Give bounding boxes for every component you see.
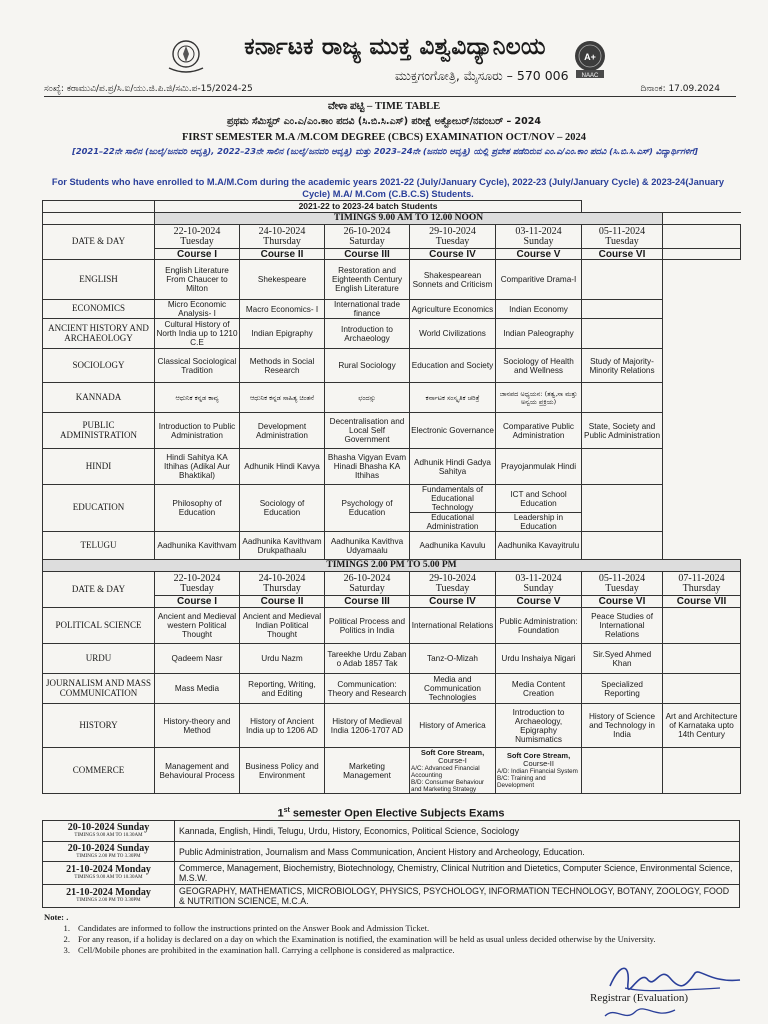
subject-name: URDU: [43, 644, 155, 674]
course-cell: History of Medieval India 1206-1707 AD: [325, 704, 410, 748]
subject-row: [43, 413, 741, 449]
course-cell: Classical Sociological Tradition: [155, 349, 240, 383]
course-label: Course III: [325, 596, 410, 608]
empty-cell: [663, 413, 741, 449]
subject-name: SOCIOLOGY: [43, 349, 155, 383]
batch-row: [43, 201, 741, 213]
day-text: Thursday: [263, 582, 301, 594]
batch-label: 2021-22 to 2023-24 batch Students: [155, 201, 582, 213]
course-cell: Aadhunika Kavithvam Drukpathaalu: [240, 532, 325, 560]
exam-date: [240, 225, 325, 249]
table-corner: [43, 213, 155, 225]
course-cell: Mass Media: [155, 674, 240, 704]
note-item: [44, 934, 734, 945]
date-day-label: DATE & DAY: [43, 225, 155, 260]
exam-date: [155, 225, 240, 249]
day-text: Tuesday: [180, 582, 214, 594]
soft-core-cell: [410, 748, 496, 794]
empty-cell: [663, 532, 741, 560]
empty-cell: [663, 319, 741, 349]
oe-time-text: TIMINGS 2.00 PM TO 3.30PM: [76, 898, 141, 903]
date-text: 22-10-2024: [173, 572, 221, 584]
course-cell: Education and Society: [410, 349, 496, 383]
course-cell: Urdu Nazm: [240, 644, 325, 674]
course-cell: [582, 383, 663, 413]
course-cell: Sir.Syed Ahmed Khan: [582, 644, 663, 674]
subject-row: [43, 319, 741, 349]
date-row: [43, 225, 741, 249]
course-cell: Shakespearean Sonnets and Criticism: [410, 260, 496, 300]
date-text: 03-11-2024: [515, 225, 562, 237]
subject-row: [43, 748, 741, 794]
course-cell: Adhunik Hindi Gadya Sahitya: [410, 449, 496, 485]
empty-cell: [663, 225, 741, 249]
course-cell: Restoration and Eighteenth Century English Literature: [325, 260, 410, 300]
course-cell: [582, 485, 663, 532]
course-cell: [663, 674, 741, 704]
notes: [44, 912, 734, 956]
cycles-note-english: For Students who have enrolled to M.A/M.Com during the academic years 2021-22 (July/January Cycle), 2022-23 (July/January Cycle) & 2023-24(January Cycle) M.A/ M.Com (C.B.C.S) Students.: [51, 177, 725, 199]
course-cell: Political Process and Politics in India: [325, 608, 410, 644]
course-cell: History of America: [410, 704, 496, 748]
oe-date-text: 20-10-2024 Sunday: [67, 822, 150, 833]
course-label: Course I: [155, 249, 240, 260]
course-cell: Micro Economic Analysis- I: [155, 300, 240, 319]
issue-date: ದಿನಾಂಕ: 17.09.2024: [640, 84, 720, 94]
date-day-label: DATE & DAY: [43, 572, 155, 608]
open-elective-row: [43, 885, 740, 908]
table-corner: [43, 201, 155, 213]
date-text: 07-11-2024: [678, 572, 725, 584]
course-cell: English Literature From Chaucer to Milton: [155, 260, 240, 300]
day-text: Tuesday: [435, 582, 470, 594]
soft-core-cell: [496, 748, 582, 794]
course-cell: ಕರ್ನಾಟಕ ಸಂಸ್ಕೃತಿಕ ಚರಿತ್ರೆ: [410, 383, 496, 413]
exam-title-kannada: ಪ್ರಥಮ ಸೆಮಿಸ್ಟರ್ ಎಂ.ಎ/ಎಂ.ಕಾಂ ಪದವಿ (ಸಿ.ಬಿ.ಸಿ.ಎಸ್) ಪರೀಕ್ಷೆ ಅಕ್ಟೋಬರ್/ನವಂಬರ್ – 2024: [227, 116, 541, 127]
course-label: Course V: [496, 596, 582, 608]
course-cell: Sociology of Education: [240, 485, 325, 532]
day-text: Tuesday: [180, 235, 214, 247]
subject-name: HINDI: [43, 449, 155, 485]
course-cell: Aadhunika Kavithva Udyamaalu: [325, 532, 410, 560]
course-cell: Introduction to Archaeology, Epigraphy Numismatics: [496, 704, 582, 748]
course-cell: Agriculture Economics: [410, 300, 496, 319]
course-cell: Macro Economics- I: [240, 300, 325, 319]
subject-row: [43, 704, 741, 748]
open-elective-subjects: Public Administration, Journalism and Mass Communication, Ancient History and Archeology, Education.: [175, 842, 740, 862]
open-elective-table: [42, 820, 740, 908]
empty-cell: [663, 383, 741, 413]
exam-date: [325, 225, 410, 249]
note-item: [44, 923, 734, 934]
course-cell: Indian Economy: [496, 300, 582, 319]
course-cell: Leadership in Education: [496, 513, 582, 532]
soft-core-course: Course-II: [523, 759, 554, 768]
cycles-note-kannada: [2021–22ನೇ ಸಾಲಿನ (ಜುಲೈ/ಜನವರಿ ಆವೃತ್ತಿ), 2022–23ನೇ ಸಾಲಿನ (ಜುಲೈ/ಜನವರಿ ಆವೃತ್ತಿ) ಮತ್ತು 2023–24ನೇ (ಜನವರಿ ಆವೃತ್ತಿ) ಯಲ್ಲಿ ಪ್ರವೇಶ ಪಡೆದಿರುವ ಎಂ.ಎ/ಎಂ.ಕಾಂ ಪದವಿ (ಸಿ.ಬಿ.ಸಿ.ಎಸ್) ವಿದ್ಯಾರ್ಥಿಗಳಿಗೆ]: [72, 146, 698, 156]
date-text: 24-10-2024: [258, 225, 306, 237]
university-emblem-icon: [165, 38, 207, 74]
note-number: 3.: [63, 945, 70, 955]
course-label: Course II: [240, 249, 325, 260]
day-text: Sunday: [523, 582, 554, 594]
course-cell: Rural Sociology: [325, 349, 410, 383]
open-elective-row: [43, 862, 740, 885]
exam-date: [240, 572, 325, 596]
course-cell: Comparative Public Administration: [496, 413, 582, 449]
subject-name: KANNADA: [43, 383, 155, 413]
day-text: Thursday: [682, 582, 721, 594]
exam-title-english: FIRST SEMESTER M.A /M.COM DEGREE (CBCS) EXAMINATION OCT/NOV – 2024: [182, 132, 586, 143]
course-cell: Media Content Creation: [496, 674, 582, 704]
timetable-heading: ವೇಳಾ ಪಟ್ಟಿ – TIME TABLE: [327, 101, 441, 112]
oe-date-text: 21-10-2024 Monday: [66, 864, 151, 875]
course-cell: Reporting, Writing, and Editing: [240, 674, 325, 704]
course-cell: [663, 644, 741, 674]
note-text: Cell/Mobile phones are prohibited in the examination hall. Carrying a cellphone is considered as malpractice.: [78, 945, 455, 955]
empty-cell: [663, 260, 741, 300]
course-cell: Management and Behavioural Process: [155, 748, 240, 794]
oe-date-text: 21-10-2024 Monday: [66, 887, 151, 898]
course-label: Course VI: [582, 249, 663, 260]
subject-row: [43, 349, 741, 383]
course-cell: Aadhunika Kavayitrulu: [496, 532, 582, 560]
subject-name: HISTORY: [43, 704, 155, 748]
course-cell: Indian Epigraphy: [240, 319, 325, 349]
course-cell: Public Administration: Foundation: [496, 608, 582, 644]
course-cell: Ancient and Medieval western Political Thought: [155, 608, 240, 644]
subject-name: PUBLIC ADMINISTRATION: [43, 413, 155, 449]
course-cell: Fundamentals of Educational Technology: [410, 485, 496, 513]
subject-name: POLITICAL SCIENCE: [43, 608, 155, 644]
subject-name: ECONOMICS: [43, 300, 155, 319]
soft-core-option-b: B/C: Training and Development: [497, 775, 546, 789]
open-elective-title: 1st semester Open Elective Subjects Exams: [277, 807, 505, 820]
course-cell: International trade finance: [325, 300, 410, 319]
day-text: Thursday: [263, 235, 301, 247]
open-elective-date: [43, 842, 175, 862]
stamp-icon: [600, 1004, 680, 1024]
course-cell: ಜಾನಪದ ಅಧ್ಯಯನ: (ತತ್ವ,ಸಾ ಮತ್ತು ಅನ್ವಯ ಪ್ರಕ್ರಿಯ): [496, 383, 582, 413]
soft-core-option-a: A/D: Indian Financial System: [497, 768, 578, 775]
course-cell: Electronic Governance: [410, 413, 496, 449]
course-cell: [582, 532, 663, 560]
course-label: Course IV: [410, 596, 496, 608]
course-cell: Psychology of Education: [325, 485, 410, 532]
course-cell: ಆಧುನಿಕ ಕನ್ನಡ ಸಾಹಿತ್ಯ ಚಿಂತನೆ: [240, 383, 325, 413]
exam-date: [410, 225, 496, 249]
course-cell: Sociology of Health and Wellness: [496, 349, 582, 383]
letterhead: [0, 0, 768, 86]
timing-morning: TIMINGS 9.00 AM TO 12.00 NOON: [155, 213, 663, 225]
course-cell: Comparitive Drama-I: [496, 260, 582, 300]
note-number: 1.: [63, 923, 70, 933]
day-text: Tuesday: [605, 235, 639, 247]
course-label: Course VII: [663, 596, 741, 608]
course-cell: Methods in Social Research: [240, 349, 325, 383]
timing-row: [43, 213, 741, 225]
note-text: For any reason, if a holiday is declared on a day on which the Examination is notified, the examination will be held as usual unless decided otherwise by the University.: [78, 934, 656, 944]
course-cell: [582, 260, 663, 300]
university-name: ಕರ್ನಾಟಕ ರಾಜ್ಯ ಮುಕ್ತ ವಿಶ್ವವಿದ್ಯಾನಿಲಯ: [244, 34, 546, 60]
course-cell: Marketing Management: [325, 748, 410, 794]
subject-name: EDUCATION: [43, 485, 155, 532]
oe-time-text: TIMINGS 2.00 PM TO 3.30PM: [76, 853, 141, 859]
course-cell: ICT and School Education: [496, 485, 582, 513]
subject-name: TELUGU: [43, 532, 155, 560]
course-cell: Educational Administration: [410, 513, 496, 532]
course-cell: Decentralisation and Local Self Government: [325, 413, 410, 449]
soft-core-option-a: A/C: Advanced Financial Accounting: [411, 764, 480, 779]
course-cell: [582, 300, 663, 319]
exam-date: [325, 572, 410, 596]
course-cell: Development Administration: [240, 413, 325, 449]
open-elective-subjects: Commerce, Management, Biochemistry, Biotechnology, Chemistry, Clinical Nutrition and Dietetics, Computer Science, Environmental Science, M.S.W.: [175, 862, 740, 885]
date-text: 29-10-2024: [429, 572, 476, 584]
course-cell: [663, 608, 741, 644]
course-cell: Hindi Sahitya KA Ithihas (Adikal Aur Bhaktikal): [155, 449, 240, 485]
course-cell: [663, 748, 741, 794]
signatory-title: Registrar (Evaluation): [590, 992, 689, 1004]
day-text: Sunday: [523, 235, 554, 247]
empty-cell: [663, 249, 741, 260]
course-cell: International Relations: [410, 608, 496, 644]
open-elective-date: [43, 885, 175, 908]
subject-row: [43, 449, 741, 485]
exam-date: [496, 572, 582, 596]
date-text: 26-10-2024: [343, 225, 391, 237]
course-cell: Study of Majority-Minority Relations: [582, 349, 663, 383]
open-elective-subjects: GEOGRAPHY, MATHEMATICS, MICROBIOLOGY, PHYSICS, PSYCHOLOGY, INFORMATION TECHNOLOGY, BOTANY, ZOOLOGY, FOOD & NUTRITION SCIENCE, M.C.A.: [175, 885, 740, 908]
date-text: 03-11-2024: [515, 572, 562, 584]
oe-time-text: TIMINGS 9.00 AM TO 10.30AM: [74, 875, 143, 880]
exam-date: [410, 572, 496, 596]
course-cell: Introduction to Public Administration: [155, 413, 240, 449]
course-cell: Art and Architecture of Karnataka upto 14th Century: [663, 704, 741, 748]
course-cell: Peace Studies of International Relations: [582, 608, 663, 644]
course-label: Course V: [496, 249, 582, 260]
course-cell: Bhasha Vigyan Evam Hinadi Bhasha KA Ithihas: [325, 449, 410, 485]
course-label: Course III: [325, 249, 410, 260]
open-elective-date: [43, 862, 175, 885]
day-text: Tuesday: [605, 582, 639, 594]
course-cell: Tanz-O-Mizah: [410, 644, 496, 674]
date-text: 22-10-2024: [173, 225, 221, 237]
soft-core-option-b: B/D: Consumer Behaviour and Marketing Strategy: [411, 778, 485, 793]
course-cell: History-theory and Method: [155, 704, 240, 748]
subject-name: ANCIENT HISTORY AND ARCHAEOLOGY: [43, 319, 155, 349]
course-cell: ಛಂದಸ್ಸು: [325, 383, 410, 413]
day-text: Saturday: [349, 235, 385, 247]
svg-text:A+: A+: [584, 52, 596, 62]
subject-row: [43, 532, 741, 560]
subject-row: [43, 608, 741, 644]
notes-heading: Note: .: [44, 912, 69, 922]
university-address: ಮುಕ್ತಗಂಗೋತ್ರಿ, ಮೈಸೂರು – 570 006: [395, 68, 569, 83]
course-cell: Urdu Inshaiya Nigari: [496, 644, 582, 674]
soft-core-course: Course-I: [438, 755, 467, 765]
timetable: [42, 200, 741, 794]
open-elective-date: [43, 821, 175, 842]
timing-afternoon: TIMINGS 2.00 PM TO 5.00 PM: [43, 560, 741, 572]
course-label: Course VI: [582, 596, 663, 608]
course-cell: State, Society and Public Administration: [582, 413, 663, 449]
course-label: Course II: [240, 596, 325, 608]
course-cell: Introduction to Archaeology: [325, 319, 410, 349]
oe-date-text: 20-10-2024 Sunday: [67, 842, 150, 854]
subject-row: [43, 260, 741, 300]
course-cell: Qadeem Nasr: [155, 644, 240, 674]
course-cell: [582, 449, 663, 485]
note-item: [44, 945, 734, 956]
note-text: Candidates are informed to follow the instructions printed on the Answer Book and Admission Ticket.: [78, 923, 430, 933]
course-cell: Business Policy and Environment: [240, 748, 325, 794]
course-cell: Cultural History of North India up to 1210 C.E: [156, 320, 238, 347]
exam-date: [496, 225, 582, 249]
subject-row: [43, 674, 741, 704]
course-cell: Ancient and Medieval Indian Political Thought: [240, 608, 325, 644]
date-text: 05-11-2024: [598, 225, 646, 237]
svg-text:NAAC: NAAC: [581, 73, 599, 79]
subject-row: [43, 300, 741, 319]
open-elective-row: [43, 821, 740, 842]
date-text: 05-11-2024: [598, 572, 646, 584]
empty-cell: [663, 485, 741, 532]
subject-row: [43, 485, 741, 513]
header-divider: [44, 96, 736, 97]
exam-date: [663, 572, 741, 596]
subject-row: [43, 644, 741, 674]
subject-name: COMMERCE: [43, 748, 155, 794]
timing-row: [43, 560, 741, 572]
course-cell: Shekespeare: [240, 260, 325, 300]
soft-core-head: Soft Core Stream,: [506, 751, 571, 760]
course-label: Course I: [155, 596, 240, 608]
open-elective-row: [43, 842, 740, 862]
date-text: 26-10-2024: [343, 572, 391, 584]
course-cell: Tareekhe Urdu Zaban o Adab 1857 Tak: [325, 644, 410, 674]
day-text: Tuesday: [435, 235, 470, 247]
naac-badge-icon: [570, 38, 610, 82]
course-cell: [582, 319, 663, 349]
exam-date: [582, 572, 663, 596]
course-cell: Philosophy of Education: [155, 485, 240, 532]
oe-time-text: TIMINGS 9.00 AM TO 10.30AM: [74, 833, 143, 838]
open-elective-subjects: Kannada, English, Hindi, Telugu, Urdu, History, Economics, Political Science, Sociology: [175, 821, 740, 842]
subject-name: JOURNALISM AND MASS COMMUNICATION: [43, 674, 155, 704]
table-filler: [582, 201, 741, 213]
course-cell: [582, 748, 663, 794]
course-cell: Aadhunika Kavithvam: [155, 532, 240, 560]
course-cell: Specialized Reporting: [582, 674, 663, 704]
soft-core-head: Soft Core Stream,: [420, 747, 485, 757]
course-cell: Aadhunika Kavulu: [410, 532, 496, 560]
reference-number: ಸಂಖ್ಯೆ: ಕರಾಮುವಿ/ಪ.ಪ್ರ/ಸಿ.ಐ/ಯು.ಜಿ.ಪಿ.ಜಿ/ಸಮಿ.ಪ-15/2024-25: [44, 84, 253, 94]
empty-cell: [663, 300, 741, 319]
course-label: Course IV: [410, 249, 496, 260]
date-text: 24-10-2024: [258, 572, 306, 584]
subject-row: [43, 383, 741, 413]
course-cell: History of Ancient India up to 1206 AD: [240, 704, 325, 748]
empty-cell: [663, 449, 741, 485]
course-cell: World Civilizations: [410, 319, 496, 349]
course-cell: ಆಧುನಿಕ ಕನ್ನಡ ಕಾವ್ಯ: [155, 383, 240, 413]
course-cell: Media and Communication Technologies: [410, 674, 496, 704]
date-text: 29-10-2024: [429, 225, 476, 237]
course-cell: Prayojanmulak Hindi: [496, 449, 582, 485]
exam-date: [155, 572, 240, 596]
course-cell: Adhunik Hindi Kavya: [240, 449, 325, 485]
course-cell: History of Science and Technology in India: [582, 704, 663, 748]
day-text: Saturday: [349, 582, 385, 594]
course-cell: Indian Paleography: [496, 319, 582, 349]
note-number: 2.: [63, 934, 70, 944]
date-row: [43, 572, 741, 596]
empty-cell: [663, 349, 741, 383]
course-cell: Communication: Theory and Research: [325, 674, 410, 704]
subject-name: ENGLISH: [43, 260, 155, 300]
exam-date: [582, 225, 663, 249]
table-filler: [663, 213, 741, 225]
